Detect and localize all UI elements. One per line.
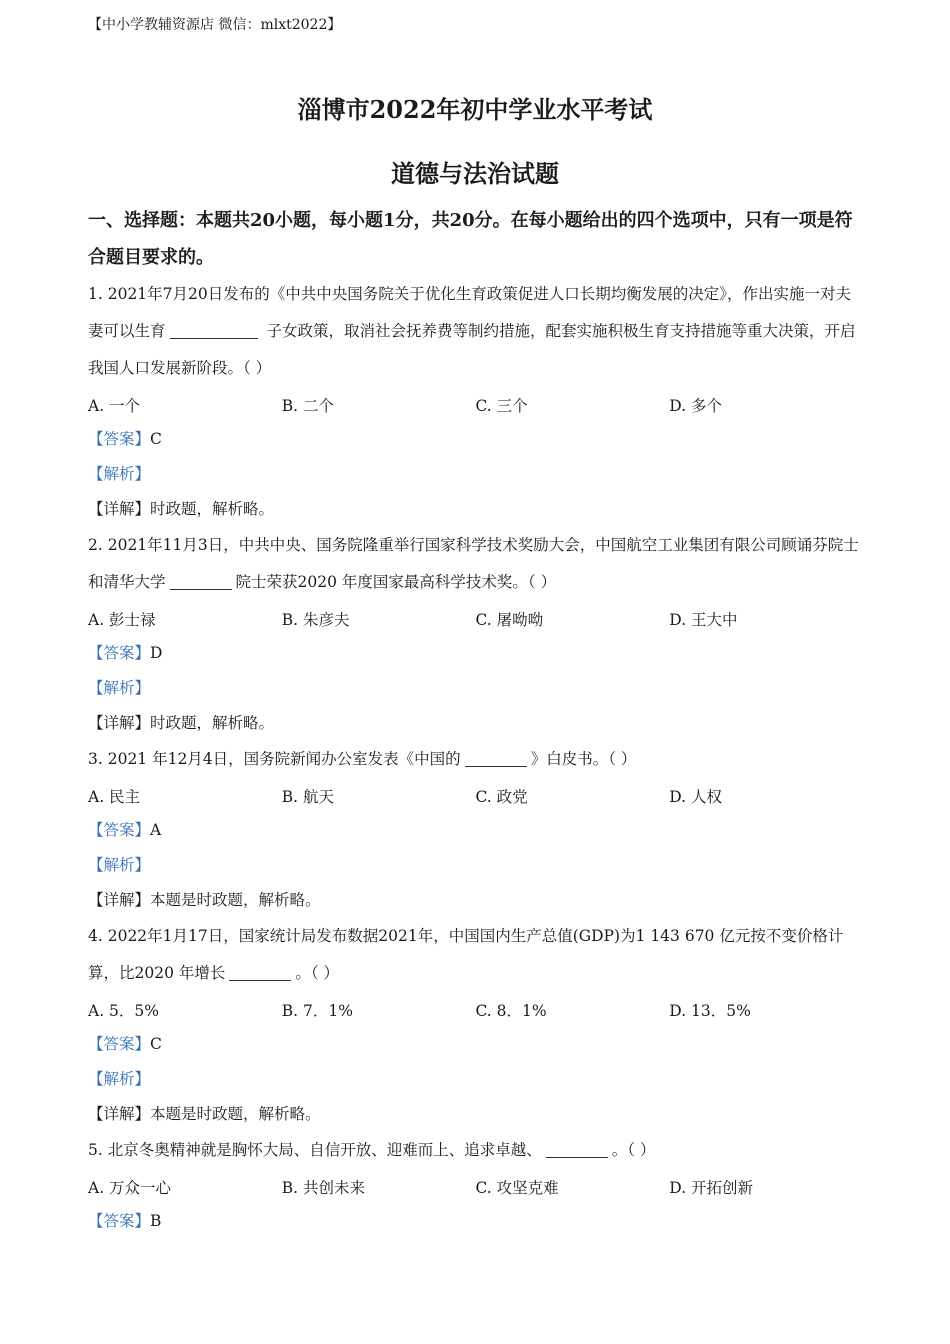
answer-blank bbox=[465, 751, 527, 768]
detail-line: 【详解】本题是时政题，解析略。 bbox=[88, 891, 321, 909]
option-a: A. 民主 bbox=[88, 787, 141, 806]
answer-line: 【答案】C bbox=[88, 1035, 162, 1053]
option-b: B. 航天 bbox=[281, 787, 334, 806]
header-note: 【中小学教辅资源店 微信：mlxt2022】 bbox=[88, 17, 342, 33]
question-stem: 1. 2021年7月20日发布的《中共中央国务院关于优化生育政策促进人口长期均衡发展的决定》，作出实施一对夫妻可以生育 子女政策，取消社会抚养费等制约措施，配套实施积极生育支持措施等重大决策，开启我国人口发展新阶段。（ ） bbox=[88, 285, 856, 377]
option-c: C. 攻坚克难 bbox=[475, 1178, 559, 1197]
answer-blank bbox=[229, 965, 291, 982]
section-heading: 一、选择题：本题共20小题，每小题1分，共20分。在每小题给出的四个选项中，只有一项是符合题目要求的。 bbox=[88, 210, 853, 268]
answer-line: 【答案】C bbox=[88, 430, 162, 448]
options-row bbox=[88, 1169, 863, 1204]
analysis-line: 【解析】 bbox=[88, 679, 151, 697]
option-d: D. 13．5% bbox=[669, 1001, 751, 1020]
question-list bbox=[88, 276, 863, 1239]
question-1 bbox=[88, 276, 863, 527]
option-a: A. 彭士禄 bbox=[88, 610, 156, 629]
question-stem: 2. 2021年11月3日，中共中央、国务院隆重举行国家科学技术奖励大会，中国航空工业集团有限公司顾诵芬院士和清华大学 院士荣获2020 年度国家最高科学技术奖。（ ） bbox=[88, 536, 859, 591]
option-c: C. 政党 bbox=[475, 787, 528, 806]
option-b: B. 朱彦夫 bbox=[281, 610, 350, 629]
question-stem: 5. 北京冬奥精神就是胸怀大局、自信开放、迎难而上、追求卓越、 。（ ） bbox=[88, 1141, 656, 1159]
detail-line: 【详解】时政题，解析略。 bbox=[88, 714, 275, 732]
exam-subtitle: 道德与法治试题 bbox=[391, 159, 559, 188]
option-d: D. 王大中 bbox=[669, 610, 738, 629]
answer-blank bbox=[170, 574, 232, 591]
option-a: A. 万众一心 bbox=[88, 1178, 172, 1197]
question-stem: 3. 2021 年12月4日，国务院新闻办公室发表《中国的 》白皮书。（ ） bbox=[88, 750, 637, 768]
answer-line: 【答案】D bbox=[88, 644, 163, 662]
exam-title: 淄博市2022年初中学业水平考试 bbox=[297, 95, 653, 124]
option-b: B. 7．1% bbox=[281, 1001, 353, 1020]
answer-blank bbox=[170, 323, 258, 340]
answer-blank bbox=[546, 1142, 608, 1159]
options-row bbox=[88, 992, 863, 1027]
option-a: A. 5．5% bbox=[88, 1001, 159, 1020]
analysis-line: 【解析】 bbox=[88, 1070, 151, 1088]
option-b: B. 共创未来 bbox=[281, 1178, 365, 1197]
detail-line: 【详解】本题是时政题，解析略。 bbox=[88, 1105, 321, 1123]
option-d: D. 多个 bbox=[669, 396, 722, 415]
question-4 bbox=[88, 918, 863, 1132]
question-3 bbox=[88, 741, 863, 918]
option-c: C. 8．1% bbox=[475, 1001, 547, 1020]
detail-line: 【详解】时政题，解析略。 bbox=[88, 500, 275, 518]
question-2 bbox=[88, 527, 863, 741]
analysis-line: 【解析】 bbox=[88, 856, 151, 874]
question-stem: 4. 2022年1月17日，国家统计局发布数据2021年，中国国内生产总值(GDP)为1 143 670 亿元按不变价格计算，比2020 年增长 。（ ） bbox=[88, 927, 844, 982]
options-row bbox=[88, 387, 863, 422]
option-b: B. 二个 bbox=[281, 396, 334, 415]
option-c: C. 屠呦呦 bbox=[475, 610, 544, 629]
option-d: D. 开拓创新 bbox=[669, 1178, 753, 1197]
answer-line: 【答案】A bbox=[88, 821, 162, 839]
option-c: C. 三个 bbox=[475, 396, 528, 415]
options-row bbox=[88, 601, 863, 636]
question-5 bbox=[88, 1132, 863, 1239]
option-d: D. 人权 bbox=[669, 787, 722, 806]
answer-line: 【答案】B bbox=[88, 1212, 162, 1230]
analysis-line: 【解析】 bbox=[88, 465, 151, 483]
options-row bbox=[88, 778, 863, 813]
option-a: A. 一个 bbox=[88, 396, 141, 415]
